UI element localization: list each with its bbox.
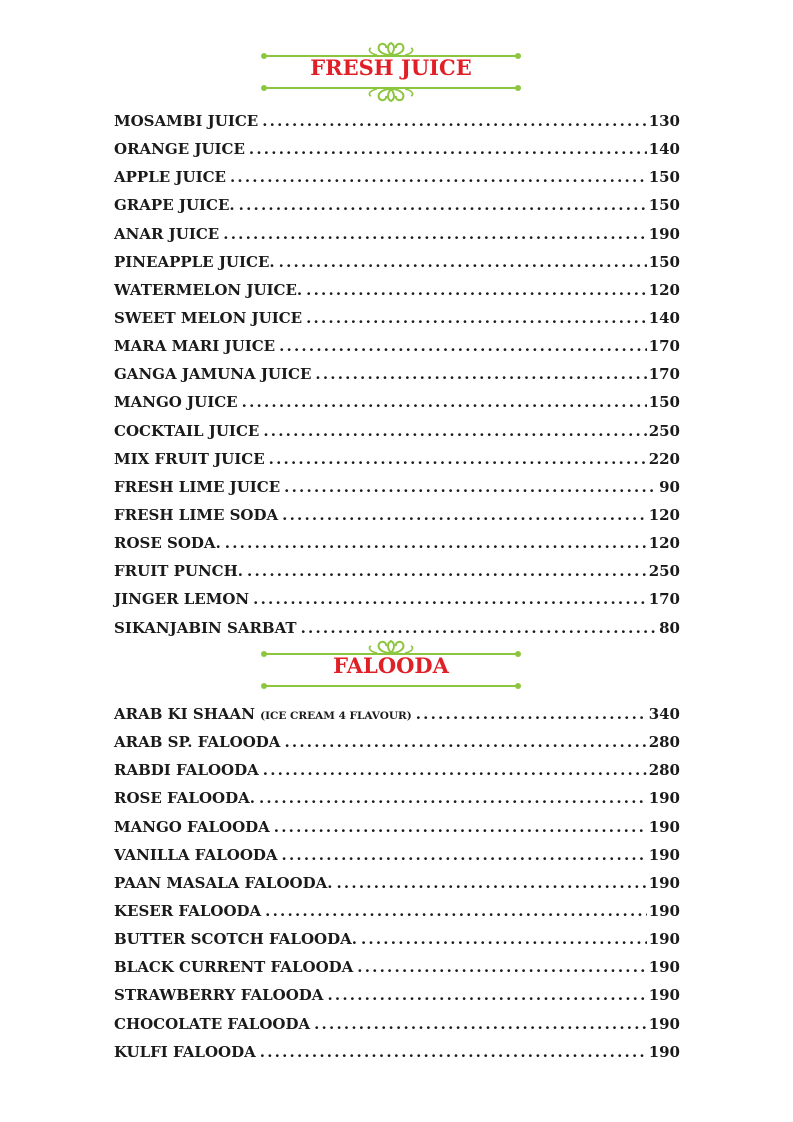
dot-leader xyxy=(279,253,647,271)
item-name xyxy=(114,1015,314,1033)
menu-item xyxy=(114,925,680,953)
item-name xyxy=(114,705,416,723)
item-name-text: GRAPE JUICE. xyxy=(114,196,235,215)
dot-leader xyxy=(262,112,646,130)
item-name-text: BUTTER SCOTCH FALOODA. xyxy=(114,930,357,949)
menu-item xyxy=(114,445,680,473)
falooda-header xyxy=(259,640,523,702)
item-name xyxy=(114,562,247,580)
item-price: 170 xyxy=(648,365,680,384)
item-price: 280 xyxy=(648,761,680,780)
dot-leader xyxy=(301,619,658,637)
item-price: 190 xyxy=(648,845,680,864)
item-name xyxy=(114,450,269,468)
item-name xyxy=(114,478,284,496)
menu-item xyxy=(114,304,680,332)
item-name-text: APPLE JUICE xyxy=(114,168,226,187)
item-name-text: KESER FALOODA xyxy=(114,902,262,921)
item-price: 190 xyxy=(648,224,680,243)
dot-leader xyxy=(223,225,646,243)
item-name-text: WATERMELON JUICE. xyxy=(114,280,303,299)
menu-item xyxy=(114,614,680,642)
item-price: 130 xyxy=(648,112,680,131)
dot-leader xyxy=(249,140,647,158)
menu-item xyxy=(114,501,680,529)
menu-item xyxy=(114,417,680,445)
item-price: 150 xyxy=(648,252,680,271)
menu-item xyxy=(114,728,680,756)
item-name-text: MANGO JUICE xyxy=(114,393,238,412)
menu-item xyxy=(114,1038,680,1066)
item-price: 220 xyxy=(648,449,680,468)
item-name-text: PINEAPPLE JUICE. xyxy=(114,252,275,271)
dot-leader xyxy=(279,337,647,355)
falooda-list xyxy=(114,700,680,1066)
dot-leader xyxy=(269,450,647,468)
item-name xyxy=(114,168,230,186)
dot-leader xyxy=(361,930,647,948)
item-price: 120 xyxy=(648,506,680,525)
item-name xyxy=(114,958,357,976)
dot-leader xyxy=(306,309,647,327)
item-name xyxy=(114,534,225,552)
fresh-juice-list xyxy=(114,107,680,642)
item-name-text: PAAN MASALA FALOODA. xyxy=(114,873,333,892)
dot-leader xyxy=(225,534,647,552)
item-name xyxy=(114,733,284,751)
item-name-text: MOSAMBI JUICE xyxy=(114,112,259,131)
item-price: 190 xyxy=(648,817,680,836)
menu-item xyxy=(114,473,680,501)
menu-item xyxy=(114,360,680,388)
section-title: FALOODA xyxy=(333,653,449,678)
menu-item xyxy=(114,813,680,841)
dot-leader xyxy=(263,422,646,440)
item-price: 250 xyxy=(648,562,680,581)
menu-item xyxy=(114,163,680,191)
dot-leader xyxy=(336,874,646,892)
item-name xyxy=(114,112,262,130)
dot-leader xyxy=(282,846,647,864)
menu-item xyxy=(114,557,680,585)
item-price: 190 xyxy=(648,1042,680,1061)
item-price: 80 xyxy=(659,618,680,637)
dot-leader xyxy=(253,590,647,608)
menu-item xyxy=(114,784,680,812)
menu-item xyxy=(114,332,680,360)
item-price: 150 xyxy=(648,168,680,187)
item-price: 190 xyxy=(648,986,680,1005)
item-name xyxy=(114,761,263,779)
item-name-text: FRESH LIME SODA xyxy=(114,506,279,525)
dot-leader xyxy=(263,761,647,779)
section-title: FRESH JUICE xyxy=(310,55,472,80)
dot-leader xyxy=(284,478,657,496)
item-name-text: JINGER LEMON xyxy=(114,590,250,609)
item-name-text: VANILLA FALOODA xyxy=(114,845,278,864)
fresh-juice-header xyxy=(259,42,523,104)
item-name xyxy=(114,196,239,214)
item-price: 190 xyxy=(648,789,680,808)
item-price: 340 xyxy=(648,705,680,724)
item-name xyxy=(114,225,223,243)
item-name-text: MIX FRUIT JUICE xyxy=(114,449,265,468)
item-price: 190 xyxy=(648,1014,680,1033)
item-name xyxy=(114,986,327,1004)
item-price: 250 xyxy=(648,421,680,440)
menu-item xyxy=(114,388,680,416)
item-name-text: KULFI FALOODA xyxy=(114,1042,256,1061)
menu-item xyxy=(114,953,680,981)
dot-leader xyxy=(230,168,647,186)
item-name xyxy=(114,422,263,440)
item-name xyxy=(114,846,282,864)
item-name-text: RABDI FALOODA xyxy=(114,761,259,780)
dot-leader xyxy=(274,818,647,836)
item-price: 190 xyxy=(648,930,680,949)
item-price: 190 xyxy=(648,902,680,921)
item-name xyxy=(114,365,315,383)
dot-leader xyxy=(259,789,647,807)
menu-item xyxy=(114,756,680,784)
item-name xyxy=(114,930,361,948)
item-name-text: GANGA JAMUNA JUICE xyxy=(114,365,312,384)
item-price: 140 xyxy=(648,309,680,328)
menu-item xyxy=(114,107,680,135)
dot-leader xyxy=(327,986,646,1004)
item-name xyxy=(114,1043,260,1061)
dot-leader xyxy=(260,1043,647,1061)
item-price: 120 xyxy=(648,534,680,553)
menu-item xyxy=(114,1010,680,1038)
dot-leader xyxy=(284,733,646,751)
item-name-text: ARAB SP. FALOODA xyxy=(114,733,281,752)
item-name xyxy=(114,393,242,411)
dot-leader xyxy=(416,705,647,723)
item-name-text: COCKTAIL JUICE xyxy=(114,421,260,440)
item-name xyxy=(114,902,265,920)
menu-item xyxy=(114,191,680,219)
dot-leader xyxy=(357,958,646,976)
dot-leader xyxy=(306,281,647,299)
dot-leader xyxy=(282,506,647,524)
item-price: 120 xyxy=(648,280,680,299)
menu-item xyxy=(114,981,680,1009)
item-price: 90 xyxy=(659,477,680,496)
item-name-text: ROSE FALOODA. xyxy=(114,789,255,808)
dot-leader xyxy=(242,393,647,411)
menu-item xyxy=(114,135,680,163)
dot-leader xyxy=(315,365,646,383)
item-name xyxy=(114,506,282,524)
item-name-text: ANAR JUICE xyxy=(114,224,220,243)
item-name-text: BLACK CURRENT FALOODA xyxy=(114,958,354,977)
item-name xyxy=(114,309,306,327)
item-name-text: STRAWBERRY FALOODA xyxy=(114,986,324,1005)
menu-item xyxy=(114,220,680,248)
item-name-text: SIKANJABIN SARBAT xyxy=(114,618,297,637)
item-name xyxy=(114,874,336,892)
dot-leader xyxy=(247,562,647,580)
item-name xyxy=(114,590,253,608)
item-price: 150 xyxy=(648,393,680,412)
item-price: 190 xyxy=(648,958,680,977)
item-name-text: CHOCOLATE FALOODA xyxy=(114,1014,311,1033)
item-name-text: MANGO FALOODA xyxy=(114,817,270,836)
item-name xyxy=(114,619,301,637)
item-price: 150 xyxy=(648,196,680,215)
menu-item xyxy=(114,529,680,557)
item-note: (ICE CREAM 4 FLAVOUR) xyxy=(260,710,412,723)
dot-leader xyxy=(314,1015,647,1033)
item-name-text: SWEET MELON JUICE xyxy=(114,309,303,328)
ornament-bottom-icon xyxy=(259,682,523,694)
item-name-text: ORANGE JUICE xyxy=(114,140,245,159)
item-name-text: FRUIT PUNCH. xyxy=(114,562,244,581)
item-name-text: MARA MARI JUICE xyxy=(114,337,276,356)
item-name-text: ROSE SODA. xyxy=(114,534,221,553)
menu-item xyxy=(114,897,680,925)
item-name xyxy=(114,253,279,271)
item-name xyxy=(114,281,306,299)
menu-item xyxy=(114,700,680,728)
item-price: 190 xyxy=(648,873,680,892)
menu-item xyxy=(114,869,680,897)
menu-item xyxy=(114,585,680,613)
item-price: 170 xyxy=(648,590,680,609)
dot-leader xyxy=(239,196,647,214)
item-name xyxy=(114,337,279,355)
item-price: 280 xyxy=(648,733,680,752)
item-name-text: ARAB KI SHAAN xyxy=(114,705,255,724)
item-name xyxy=(114,789,259,807)
menu-item xyxy=(114,248,680,276)
item-price: 170 xyxy=(648,337,680,356)
item-name xyxy=(114,140,249,158)
ornament-bottom-icon xyxy=(259,84,523,96)
dot-leader xyxy=(265,902,647,920)
item-name xyxy=(114,818,274,836)
item-price: 140 xyxy=(648,140,680,159)
menu-item xyxy=(114,841,680,869)
item-name-text: FRESH LIME JUICE xyxy=(114,477,281,496)
menu-item xyxy=(114,276,680,304)
